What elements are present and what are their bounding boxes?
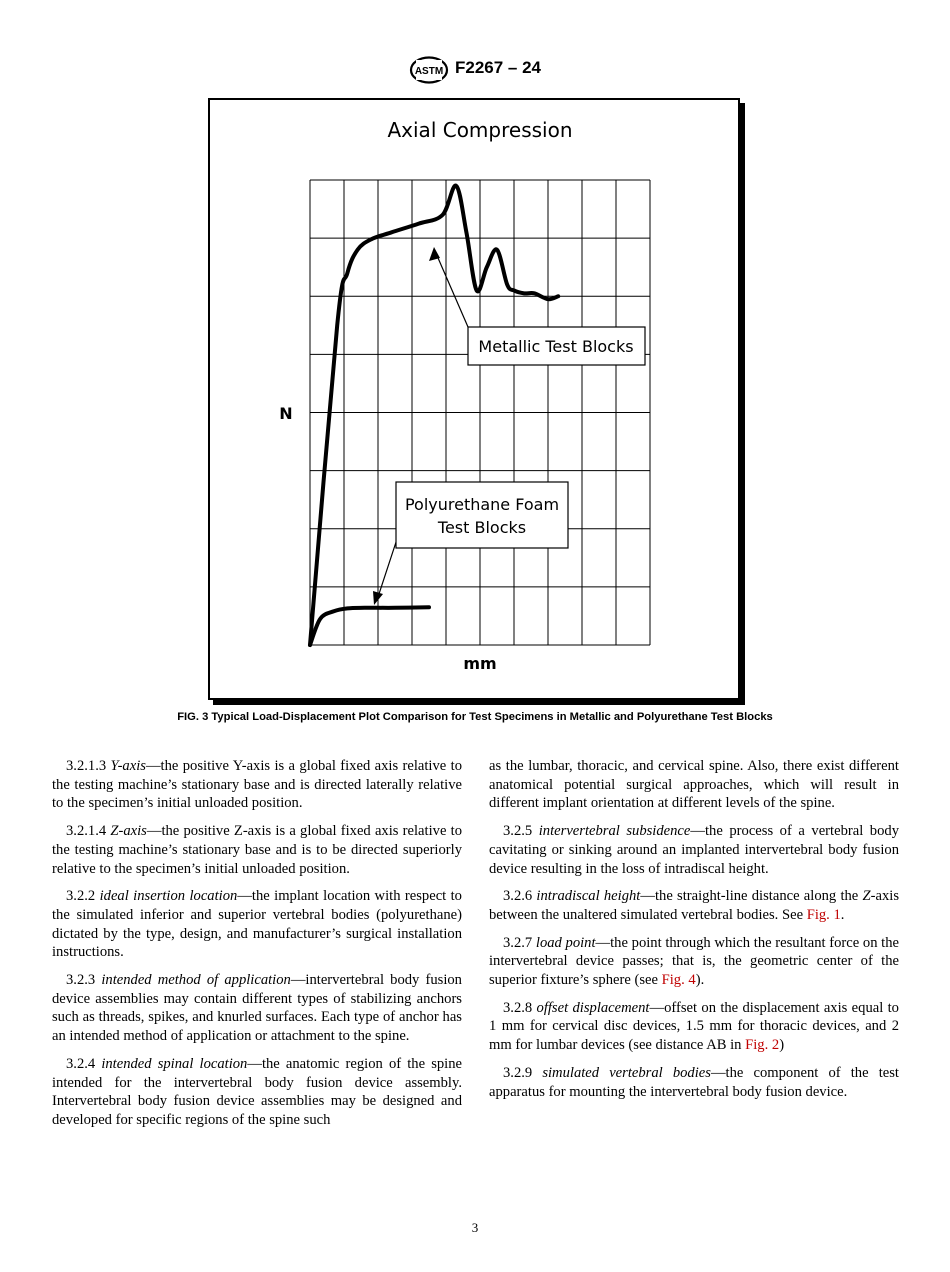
- paragraph-3-2-7: 3.2.7 load point—the point through which the resultant force on the intervertebral device passes; that is, the geometric center of the superior fixture’s sphere (see Fig. 4).: [489, 934, 900, 989]
- paragraph-3-2-2: 3.2.2 ideal insertion location—the implant location with respect to the simulated inferior and superior vertebral bodies (polyurethane) dictated by the type, design, and manufacturer’s surgical installation instructions.: [52, 888, 462, 961]
- y-axis-label: N: [279, 404, 293, 423]
- paragraph-3-2-5: 3.2.5 intervertebral subsidence—the process of a vertebral body cavitating or sinking around an implanted intervertebral body fusion device resulting in the loss of intradiscal height.: [489, 823, 899, 877]
- foam-callout-line-1: Polyurethane Foam: [404, 495, 560, 514]
- astm-logo-icon: [409, 56, 449, 84]
- paragraph-3-2-8: 3.2.8 offset displacement—offset on the displacement axis equal to 1 mm for cervical disc devices, 1.5 mm for thoracic devices, and 2 mm for lumbar devices (see distance AB in Fig. 2): [489, 999, 899, 1054]
- foam-callout-line-2: Test Blocks: [437, 518, 527, 537]
- page-header: [0, 56, 950, 86]
- foam-callout-box: [396, 482, 568, 548]
- fig-2-link[interactable]: Fig. 2: [745, 1037, 780, 1054]
- astm-logo-text: ASTM: [414, 66, 444, 77]
- figure-3-frame: [208, 98, 740, 700]
- page-number: 3: [471, 1220, 479, 1235]
- paragraph-3-2-6: 3.2.6 intradiscal height—the straight-line distance along the Z-axis between the unaltered simulated vertebral bodies. See Fig. 1.: [489, 888, 900, 923]
- metallic-pointer-arrow: [435, 251, 468, 327]
- paragraph-continuation: as the lumbar, thoracic, and cervical spine. Also, there exist different anatomical potential surgical approaches, which will result in different implant orientation at different levels of the spine.: [489, 758, 899, 812]
- paragraph-3-2-3: 3.2.3 intended method of application—intervertebral body fusion device assemblies may contain different types of stabilizing anchors such as threads, spikes, and knurled surfaces. Each type of anchor has an intended method of application or attachment to the spine.: [52, 972, 462, 1045]
- chart-grid: [310, 180, 650, 645]
- x-axis-label: mm: [463, 654, 497, 673]
- series-polyurethane-line: [310, 607, 429, 645]
- load-displacement-chart: [210, 100, 738, 698]
- chart-title: Axial Compression: [387, 118, 573, 142]
- paragraph-3-2-1-4: 3.2.1.4 Z-axis—the positive Z-axis is a global fixed axis relative to the testing machine’s stationary base and is to be directed superiorly relative to the specimen’s initial unloaded position.: [52, 823, 462, 877]
- figure-caption: FIG. 3 Typical Load-Displacement Plot Comparison for Test Specimens in Metallic and Polyurethane Test Blocks: [177, 711, 773, 723]
- fig-1-link[interactable]: Fig. 1: [806, 906, 841, 923]
- paragraph-3-2-9: 3.2.9 simulated vertebral bodies—the component of the test apparatus for mounting the intervertebral body fusion device.: [489, 1064, 899, 1100]
- right-text-column: [489, 757, 899, 1110]
- fig-4-link[interactable]: Fig. 4: [661, 972, 696, 989]
- paragraph-3-2-1-3: 3.2.1.3 Y-axis—the positive Y-axis is a global fixed axis relative to the testing machine’s stationary base and is directed laterally relative to the specimen’s initial unloaded position.: [52, 758, 462, 812]
- left-text-column: [52, 757, 462, 1139]
- metallic-callout-text: Metallic Test Blocks: [478, 337, 634, 356]
- standard-designation: F2267 – 24: [455, 58, 542, 77]
- paragraph-3-2-4: 3.2.4 intended spinal location—the anatomic region of the spine intended for the intervertebral body fusion device assembly. Intervertebral body fusion device assemblies may be designed and developed for specific regions of the spine such: [52, 1055, 462, 1128]
